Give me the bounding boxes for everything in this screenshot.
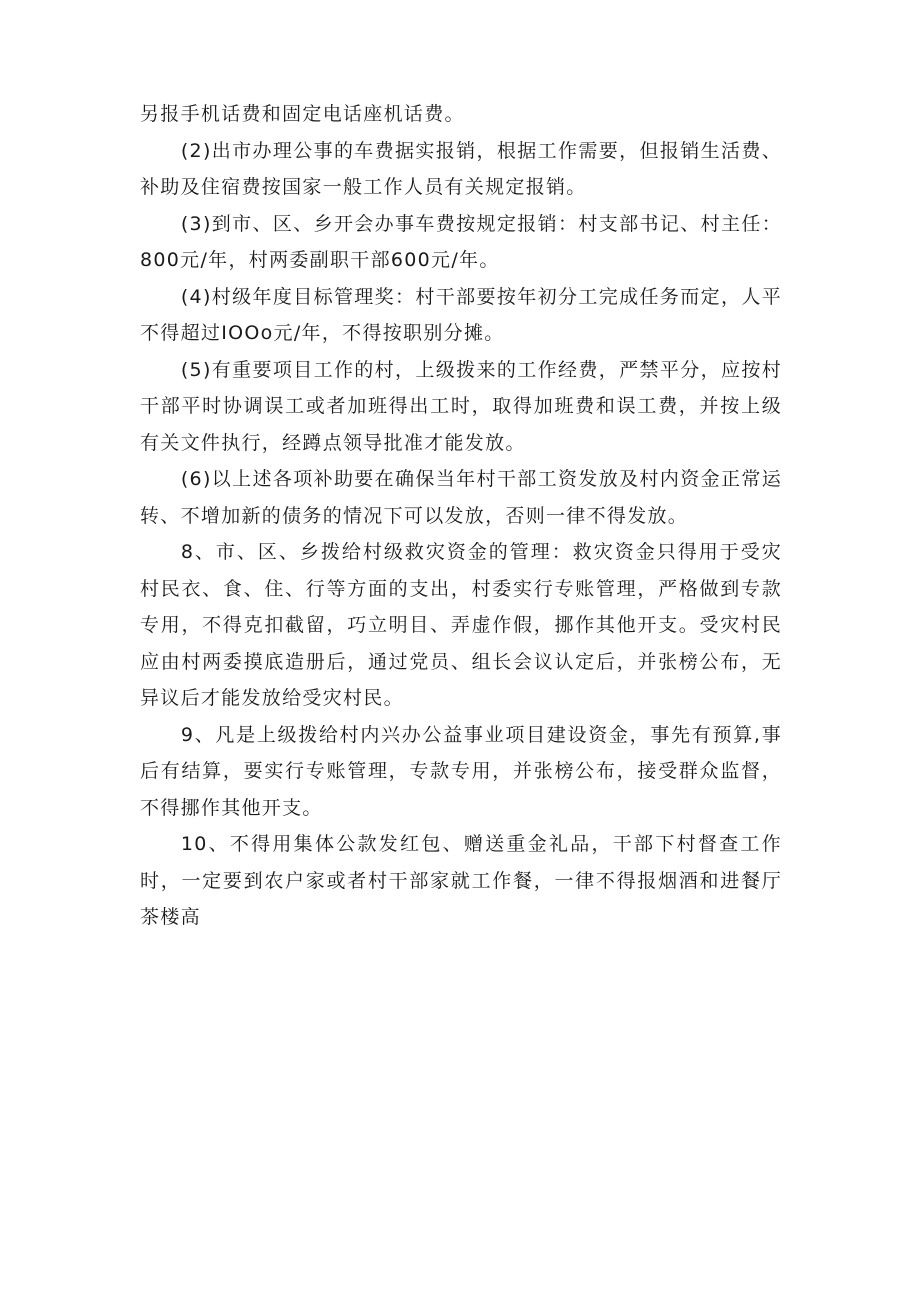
- document-body: [140, 96, 782, 936]
- paragraph-section-8: 8、市、区、乡拨给村级救灾资金的管理：救灾资金只得用于受灾村民衣、食、住、行等方面的支出，村委实行专账管理，严格做到专款专用，不得克扣截留，巧立明目、弄虚作假，挪作其他开支。受灾村民应由村两委摸底造册后，通过党员、组长会议认定后，并张榜公布，无异议后才能发放给受灾村民。: [140, 541, 782, 709]
- paragraph-section-9: 9、凡是上级拨给村内兴办公益事业项目建设资金，事先有预算,事后有结算，要实行专账管理，专款专用，并张榜公布，接受群众监督，不得挪作其他开支。: [140, 723, 782, 819]
- paragraph-continuation: 另报手机话费和固定电话座机话费。: [140, 103, 465, 125]
- paragraph-item-4: (4)村级年度目标管理奖：村干部要按年初分工完成任务而定，人平不得超过IOOo元/年，不得按职别分摊。: [140, 285, 782, 344]
- paragraph-item-5: (5)有重要项目工作的村，上级拨来的工作经费，严禁平分，应按村干部平时协调误工或者加班得出工时，取得加班费和误工费，并按上级有关文件执行，经蹲点领导批准才能发放。: [140, 358, 782, 454]
- paragraph-item-3: (3)到市、区、乡开会办事车费按规定报销：村支部书记、村主任：800元/年，村两委副职干部600元/年。: [140, 212, 782, 271]
- paragraph-item-2: (2)出市办理公事的车费据实报销，根据工作需要，但报销生活费、补助及住宿费按国家一般工作人员有关规定报销。: [140, 139, 782, 198]
- paragraph-item-6: (6)以上述各项补助要在确保当年村干部工资发放及村内资金正常运转、不增加新的债务的情况下可以发放，否则一律不得发放。: [140, 468, 782, 527]
- paragraph-section-10: 10、不得用集体公款发红包、赠送重金礼品，干部下村督查工作时，一定要到农户家或者村干部家就工作餐，一律不得报烟酒和进餐厅茶楼高: [140, 833, 782, 928]
